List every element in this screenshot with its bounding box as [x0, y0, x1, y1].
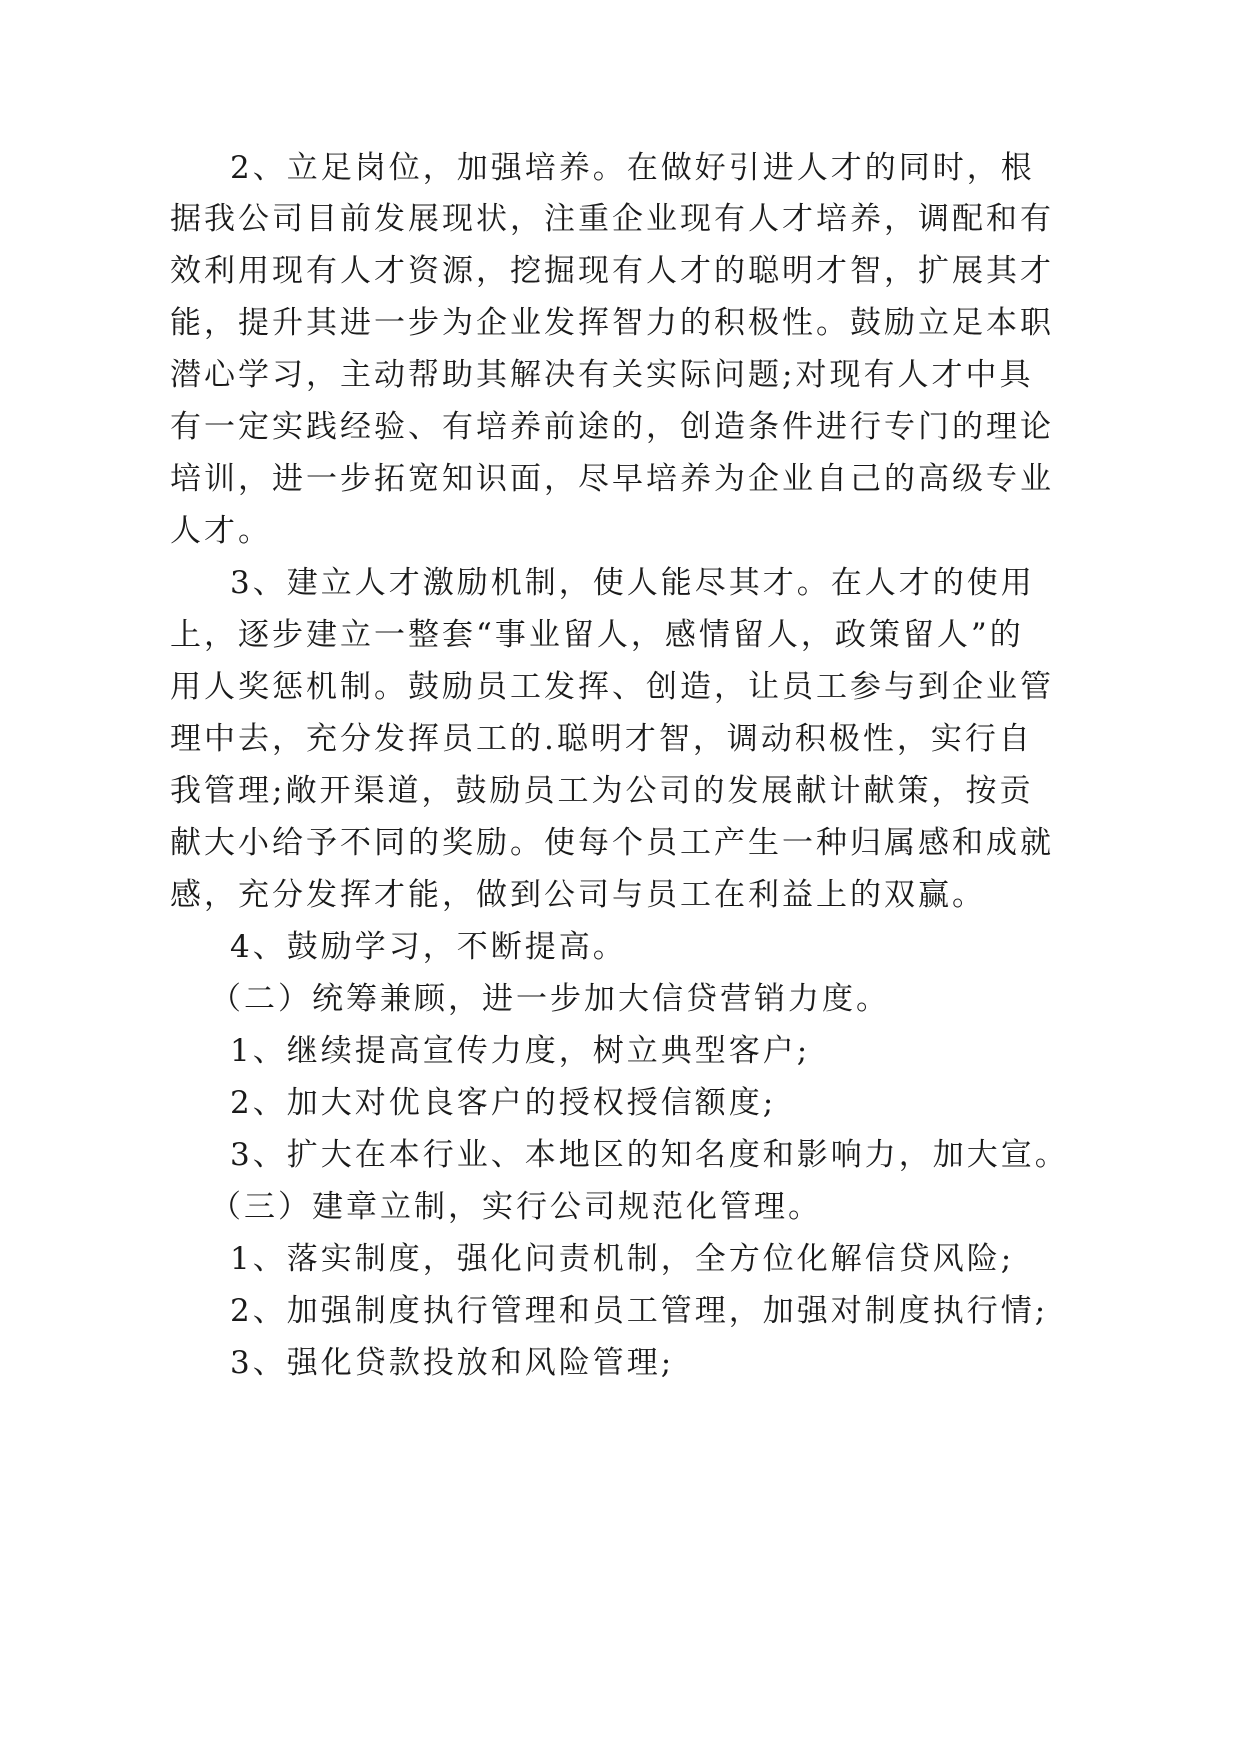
- text-line: 有一定实践经验、有培养前途的，创造条件进行专门的理论: [170, 409, 1054, 445]
- section-heading: （三）建章立制，实行公司规范化管理。: [210, 1189, 822, 1225]
- text-line: 我管理;敞开渠道，鼓励员工为公司的发展献计献策，按贡: [170, 773, 1034, 809]
- text-line: 效利用现有人才资源，挖掘现有人才的聪明才智，扩展其才: [170, 253, 1054, 289]
- text-line: 据我公司目前发展现状，注重企业现有人才培养，调配和有: [170, 201, 1054, 237]
- text-line: 用人奖惩机制。鼓励员工发挥、创造，让员工参与到企业管: [170, 669, 1054, 705]
- text-line: 2、加大对优良客户的授权授信额度;: [230, 1085, 777, 1121]
- text-line: 上，逐步建立一整套“事业留人，感情留人，政策留人”的: [170, 617, 1024, 653]
- text-line: 4、鼓励学习，不断提高。: [230, 929, 627, 965]
- text-line: 能，提升其进一步为企业发挥智力的积极性。鼓励立足本职: [170, 305, 1054, 341]
- text-line: 2、立足岗位，加强培养。在做好引进人才的同时，根: [230, 150, 1035, 186]
- section-heading: （二）统筹兼顾，进一步加大信贷营销力度。: [210, 981, 890, 1017]
- text-line: 人才。: [170, 513, 272, 549]
- text-line: 潜心学习，主动帮助其解决有关实际问题;对现有人才中具: [170, 357, 1034, 393]
- text-line: 3、强化贷款投放和风险管理;: [230, 1345, 675, 1381]
- text-line: 2、加强制度执行管理和员工管理，加强对制度执行情;: [230, 1293, 1049, 1329]
- text-line: 1、落实制度，强化问责机制，全方位化解信贷风险;: [230, 1241, 1015, 1277]
- text-line: 1、继续提高宣传力度，树立典型客户;: [230, 1033, 811, 1069]
- text-line: 3、扩大在本行业、本地区的知名度和影响力，加大宣。: [230, 1137, 1069, 1173]
- text-line: 感，充分发挥才能，做到公司与员工在利益上的双赢。: [170, 877, 986, 913]
- text-line: 3、建立人才激励机制，使人能尽其才。在人才的使用: [230, 565, 1035, 601]
- text-line: 培训，进一步拓宽知识面，尽早培养为企业自己的高级专业: [170, 461, 1054, 497]
- text-line: 理中去，充分发挥员工的.聪明才智，调动积极性，实行自: [170, 721, 1033, 757]
- text-line: 献大小给予不同的奖励。使每个员工产生一种归属感和成就: [170, 825, 1054, 861]
